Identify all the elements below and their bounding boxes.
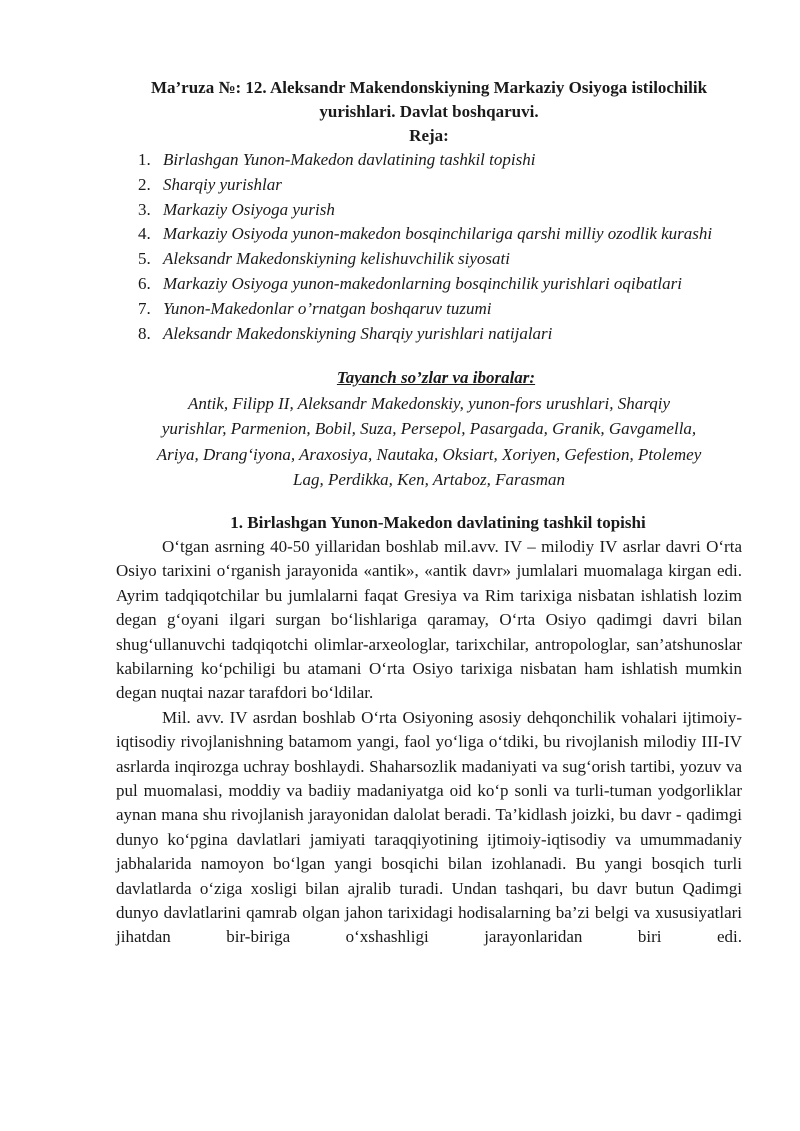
- plan-item-number: 4.: [138, 224, 151, 244]
- plan-item-text: Yunon-Makedonlar o’rnatgan boshqaruv tuzumi: [163, 298, 492, 318]
- section-heading: 1. Birlashgan Yunon-Makedon davlatining tashkil topishi: [230, 512, 646, 532]
- keywords-block: [116, 365, 742, 493]
- plan-item: [116, 222, 742, 247]
- lecture-title: Ma’ruza №: 12. Aleksandr Makendonskiyning Markaziy Osiyoga istilochilik yurishlari. Davlat boshqaruvi.: [150, 78, 708, 121]
- plan-item: [116, 148, 742, 173]
- plan-item: [116, 322, 742, 347]
- plan-item: [116, 198, 742, 223]
- plan-item-text: Sharqiy yurishlar: [163, 174, 282, 194]
- keywords-text: Antik, Filipp II, Aleksandr Makedonskiy, yunon-fors urushlari, Sharqiy yurishlar, Parmenion, Bobil, Suza, Persepol, Pasargada, Granik, Gavgamella, Ariya, Drang‘iyona, Araxosiya, Nautaka, Oksiart, Xoriyen, Gefestion, Ptolemey Lag, Perdikka, Ken, Artaboz, Farasman: [156, 393, 702, 490]
- plan-item: [116, 173, 742, 198]
- plan-item-number: 6.: [138, 273, 151, 293]
- keywords-heading: Tayanch so’zlar va iboralar:: [336, 368, 536, 388]
- body-paragraph: O‘tgan asrning 40-50 yillaridan boshlab mil.avv. IV – milodiy IV asrlar davri O‘rta Osiyo tarixini o‘rganish jarayonida «antik», «antik davr» jumlalari muomalaga kirgan edi. Ayrim tadqiqotchilar bu jumlalarni faqat Gresiya va Rim tarixiga nisbatan ishlatish lozim degan g‘oyani ilgari surgan bo‘lishlariga qaramay, O‘rta Osiyo qadimgi davri bilan shug‘ullanuvchi tadqiqotchi olimlar-arxeologlar, tarixchilar, antropologlar, san’atshunoslar kabilarning ko‘pchiligi bu atamani O‘rta Osiyo tarixiga nisbatan ham ishlatish mumkin degan nuqtai nazar tarafdori bo‘ldilar.: [116, 536, 742, 703]
- plan-item-number: 3.: [138, 199, 151, 219]
- plan-item-number: 8.: [138, 323, 151, 343]
- plan-item-text: Birlashgan Yunon-Makedon davlatining tashkil topishi: [163, 150, 536, 169]
- plan-item-text: Aleksandr Makedonskiyning kelishuvchilik siyosati: [163, 249, 510, 269]
- plan-item-number: 7.: [138, 298, 151, 318]
- plan-heading: Reja:: [409, 126, 449, 145]
- plan-list: [116, 148, 742, 346]
- plan-item-text: Markaziy Osiyoda yunon-makedon bosqinchilariga qarshi milliy ozodlik kurashi: [163, 224, 713, 244]
- plan-item-number: 1.: [138, 150, 151, 169]
- document-page: [116, 76, 742, 950]
- plan-item-number: 5.: [138, 249, 151, 269]
- plan-item-text: Markaziy Osiyoga yunon-makedonlarning bosqinchilik yurishlari oqibatlari: [163, 273, 682, 293]
- plan-item-number: 2.: [138, 174, 151, 194]
- plan-item-text: Aleksandr Makedonskiyning Sharqiy yurishlari natijalari: [163, 323, 553, 343]
- plan-item: [116, 247, 742, 272]
- plan-item: [116, 297, 742, 322]
- plan-item-text: Markaziy Osiyoga yurish: [163, 199, 335, 219]
- plan-item: [116, 272, 742, 297]
- body-paragraph: Mil. avv. IV asrdan boshlab O‘rta Osiyoning asosiy dehqonchilik vohalari ijtimoiy-iqtisodiy rivojlanishning batamom yangi, faol yo‘liga o‘tdiki, bu rivojlanish milodiy III-IV asrlarda inqirozga uchray boshlaydi. Shaharsozlik madaniyati va sug‘orish tartibi, yozuv va pul muomalasi, moddiy va badiiy madaniyatga oid ko‘p sonli va turli-tuman yodgorliklar aynan mana shu rivojlanish jarayonidan dalolat beradi. Ta’kidlash joizki, bu davr - qadimgi dunyo ko‘pgina davlatlari jamiyati taraqqiyotining ijtimoiy-iqtisodiy va umummadaniy jabhalarida namoyon bo‘lgan yangi bosqichi bilan izohlanadi. Bu yangi bosqich turli davlatlarda o‘ziga xosligi bilan ajralib turadi. Undan tashqari, bu davr butun Qadimgi dunyo davlatlarini qamrab olgan jahon tarixidagi hodisalarning ba’zi belgi va xususiyatlari jihatdan bir-biriga o‘xshashligi jarayonlaridan biri edi.: [116, 707, 742, 947]
